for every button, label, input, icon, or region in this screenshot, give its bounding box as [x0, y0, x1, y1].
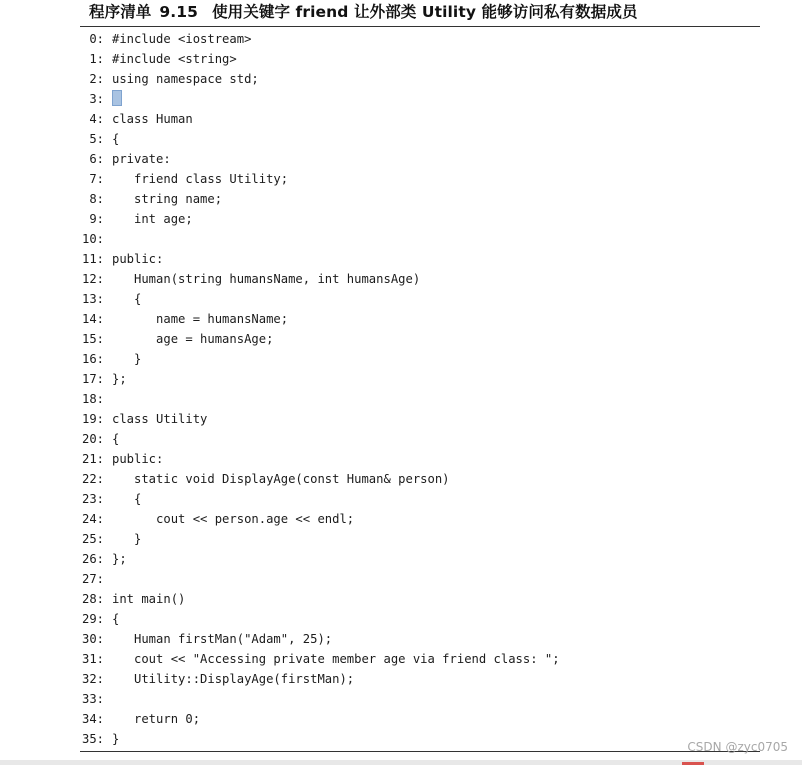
code-line[interactable] — [0, 209, 560, 229]
top-rule — [80, 26, 760, 27]
code-listing[interactable] — [0, 29, 560, 749]
line-code: public: — [112, 252, 164, 266]
line-number: 7: — [89, 172, 104, 186]
line-code: { — [112, 492, 142, 506]
line-code: } — [112, 532, 142, 546]
line-code: } — [112, 352, 142, 366]
line-number: 31: — [81, 652, 104, 666]
code-line[interactable] — [0, 589, 560, 609]
line-code: friend class Utility; — [112, 172, 289, 186]
code-line[interactable] — [0, 529, 560, 549]
line-number: 3: — [89, 92, 104, 106]
line-number: 21: — [81, 452, 104, 466]
line-code: #include <iostream> — [112, 32, 252, 46]
line-code: int main() — [112, 592, 186, 606]
text-cursor[interactable] — [112, 90, 122, 106]
code-line[interactable] — [0, 249, 560, 269]
line-number: 32: — [81, 672, 104, 686]
csdn-watermark: CSDN @zyc0705 — [687, 740, 788, 754]
line-code: public: — [112, 452, 164, 466]
line-number: 9: — [89, 212, 104, 226]
line-number: 34: — [81, 712, 104, 726]
code-line[interactable] — [0, 309, 560, 329]
code-line[interactable] — [0, 689, 560, 709]
code-line[interactable] — [0, 29, 560, 49]
line-number: 26: — [81, 552, 104, 566]
line-number: 23: — [81, 492, 104, 506]
line-number: 2: — [89, 72, 104, 86]
code-line[interactable] — [0, 109, 560, 129]
line-code: cout << "Accessing private member age via friend class: "; — [112, 652, 560, 666]
line-code: return 0; — [112, 712, 201, 726]
listing-caption: 使用关键字 friend 让外部类 Utility 能够访问私有数据成员 — [212, 3, 638, 21]
line-number: 15: — [81, 332, 104, 346]
line-number: 10: — [81, 232, 104, 246]
line-number: 13: — [81, 292, 104, 306]
line-number: 14: — [81, 312, 104, 326]
line-code: }; — [112, 552, 127, 566]
code-line[interactable] — [0, 549, 560, 569]
code-line[interactable] — [0, 609, 560, 629]
code-line[interactable] — [0, 709, 560, 729]
line-code: cout << person.age << endl; — [112, 512, 355, 526]
line-number: 11: — [81, 252, 104, 266]
line-number: 20: — [81, 432, 104, 446]
line-number: 30: — [81, 632, 104, 646]
code-line[interactable] — [0, 389, 560, 409]
line-number: 0: — [89, 32, 104, 46]
code-line[interactable] — [0, 49, 560, 69]
line-code: { — [112, 292, 142, 306]
line-code: age = humansAge; — [112, 332, 274, 346]
line-code: Human(string humansName, int humansAge) — [112, 272, 421, 286]
line-number: 28: — [81, 592, 104, 606]
code-line[interactable] — [0, 569, 560, 589]
line-number: 6: — [89, 152, 104, 166]
code-line[interactable] — [0, 289, 560, 309]
line-number: 5: — [89, 132, 104, 146]
code-line[interactable] — [0, 229, 560, 249]
code-line[interactable] — [0, 669, 560, 689]
line-code: { — [112, 132, 120, 146]
line-number: 16: — [81, 352, 104, 366]
line-code: string name; — [112, 192, 223, 206]
line-number: 24: — [81, 512, 104, 526]
bottom-rule — [80, 751, 760, 752]
line-number: 4: — [89, 112, 104, 126]
line-code: class Human — [112, 112, 193, 126]
line-number: 1: — [89, 52, 104, 66]
code-line[interactable] — [0, 329, 560, 349]
line-code: { — [112, 612, 120, 626]
line-code: }; — [112, 372, 127, 386]
line-code: Utility::DisplayAge(firstMan); — [112, 672, 355, 686]
line-code: #include <string> — [112, 52, 237, 66]
line-number: 27: — [81, 572, 104, 586]
code-line[interactable] — [0, 69, 560, 89]
line-number: 12: — [81, 272, 104, 286]
code-line[interactable] — [0, 189, 560, 209]
code-line[interactable] — [0, 129, 560, 149]
line-code: class Utility — [112, 412, 208, 426]
line-code: private: — [112, 152, 171, 166]
code-line[interactable] — [0, 269, 560, 289]
code-line[interactable] — [0, 629, 560, 649]
listing-label: 程序清单 — [89, 3, 152, 21]
code-line[interactable] — [0, 649, 560, 669]
line-number: 33: — [81, 692, 104, 706]
line-code: name = humansName; — [112, 312, 289, 326]
code-line[interactable] — [0, 349, 560, 369]
line-code: Human firstMan("Adam", 25); — [112, 632, 333, 646]
line-code: int age; — [112, 212, 193, 226]
code-line[interactable] — [0, 429, 560, 449]
listing-title — [89, 1, 638, 23]
listing-number: 9.15 — [159, 3, 199, 21]
line-code: { — [112, 432, 120, 446]
code-line[interactable] — [0, 89, 560, 109]
line-code: } — [112, 732, 120, 746]
code-line[interactable] — [0, 369, 560, 389]
line-code: using namespace std; — [112, 72, 259, 86]
line-code: static void DisplayAge(const Human& person) — [112, 472, 450, 486]
line-number: 22: — [81, 472, 104, 486]
line-number: 18: — [81, 392, 104, 406]
code-line[interactable] — [0, 409, 560, 429]
code-line[interactable] — [0, 489, 560, 509]
line-number: 35: — [81, 732, 104, 746]
line-number: 17: — [81, 372, 104, 386]
code-line[interactable] — [0, 469, 560, 489]
line-number: 8: — [89, 192, 104, 206]
code-line[interactable] — [0, 449, 560, 469]
line-number: 25: — [81, 532, 104, 546]
code-line[interactable] — [0, 729, 560, 749]
line-number: 29: — [81, 612, 104, 626]
code-line[interactable] — [0, 169, 560, 189]
line-number: 19: — [81, 412, 104, 426]
code-line[interactable] — [0, 149, 560, 169]
code-line[interactable] — [0, 509, 560, 529]
